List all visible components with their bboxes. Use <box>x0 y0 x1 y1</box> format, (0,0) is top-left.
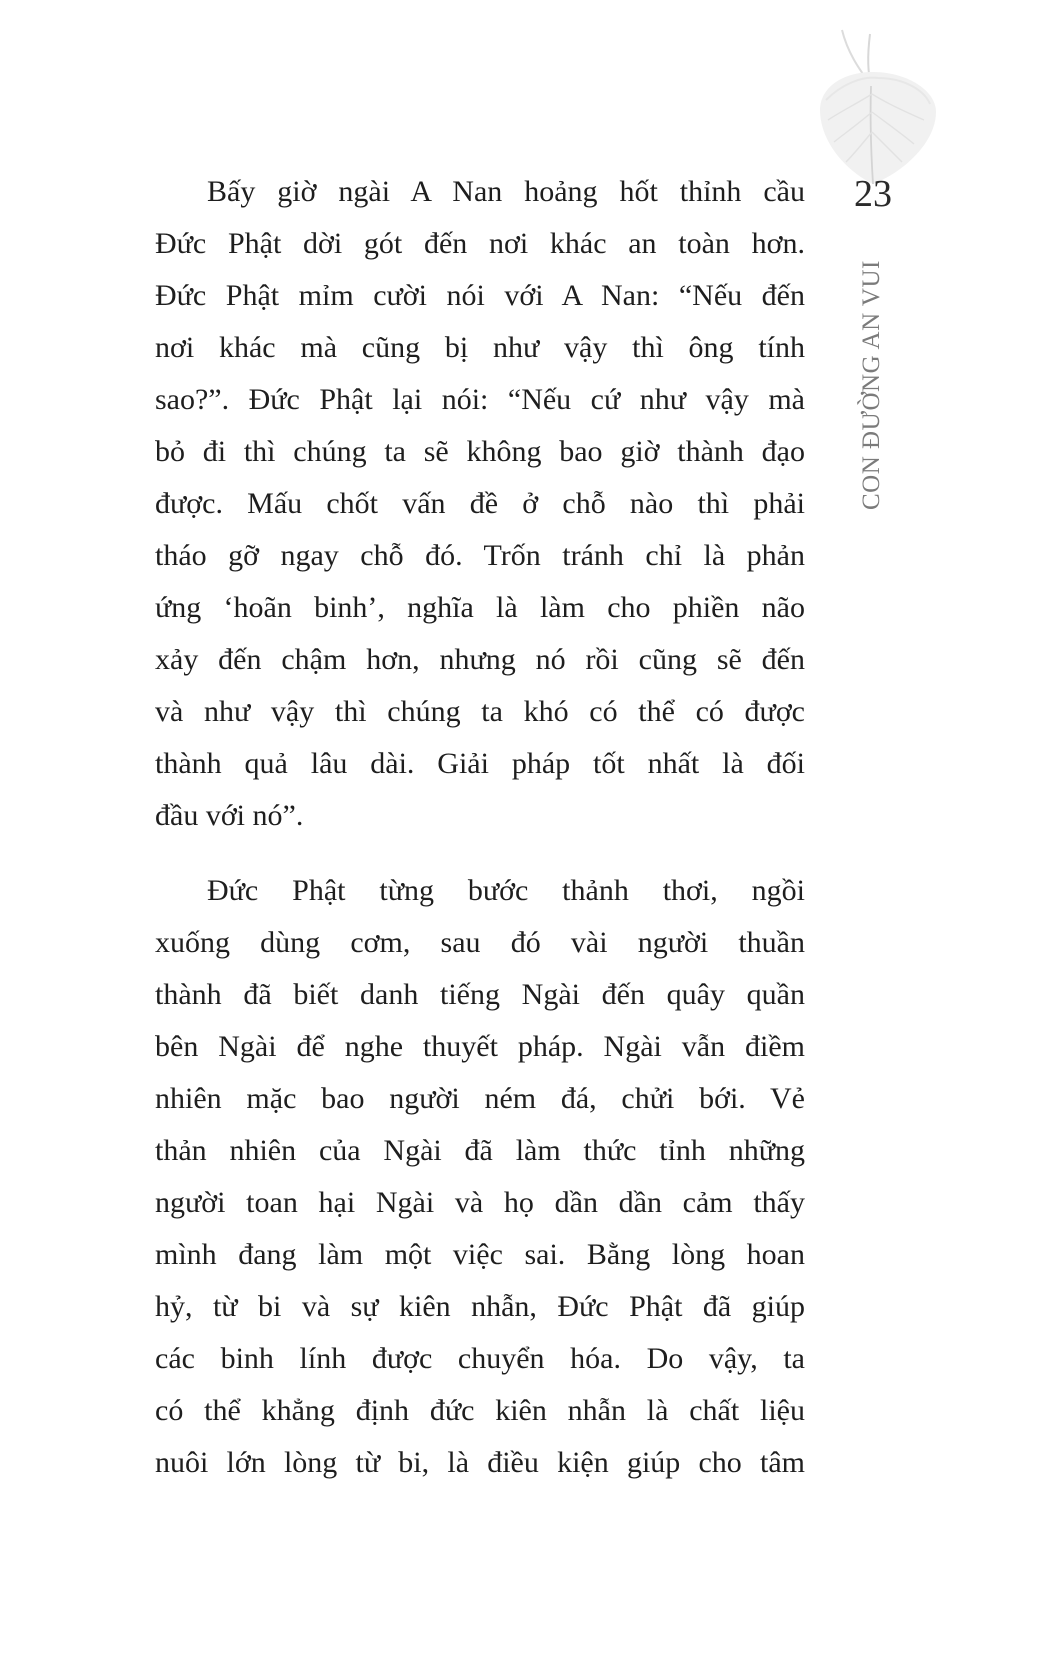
text-line: Đức Phật mỉm cười nói với A Nan: “Nếu đến <box>155 279 805 312</box>
text-line: xảy đến chậm hơn, nhưng nó rồi cũng sẽ đến <box>155 643 805 676</box>
body-text <box>155 166 805 1489</box>
text-line: thành quả lâu dài. Giải pháp tốt nhất là đối <box>155 747 805 780</box>
leaf-watermark-icon <box>812 28 944 190</box>
text-line: tháo gỡ ngay chỗ đó. Trốn tránh chỉ là phản <box>155 539 805 572</box>
text-line: hỷ, từ bi và sự kiên nhẫn, Đức Phật đã giúp <box>155 1290 805 1323</box>
paragraph <box>155 166 805 842</box>
text-line: mình đang làm một việc sai. Bằng lòng hoan <box>155 1238 805 1271</box>
paragraph <box>155 865 805 1489</box>
running-head-vertical-title: CON ĐƯỜNG AN VUI <box>858 260 885 510</box>
text-line: người toan hại Ngài và họ dần dần cảm thấy <box>155 1186 805 1219</box>
text-line: Đức Phật dời gót đến nơi khác an toàn hơn. <box>155 227 805 260</box>
text-line: được. Mấu chốt vấn đề ở chỗ nào thì phải <box>155 487 805 520</box>
text-line: ứng ‘hoãn binh’, nghĩa là làm cho phiền não <box>155 591 805 624</box>
text-line: nuôi lớn lòng từ bi, là điều kiện giúp cho tâm <box>155 1446 805 1479</box>
text-line: đầu với nó”. <box>155 799 304 832</box>
text-line: bên Ngài để nghe thuyết pháp. Ngài vẫn điềm <box>155 1030 805 1063</box>
text-line: có thể khẳng định đức kiên nhẫn là chất liệu <box>155 1394 805 1427</box>
text-line: và như vậy thì chúng ta khó có thể có được <box>155 695 805 728</box>
text-line: thành đã biết danh tiếng Ngài đến quây quần <box>155 978 805 1011</box>
text-line: thản nhiên của Ngài đã làm thức tỉnh những <box>155 1134 805 1167</box>
text-line: các binh lính được chuyển hóa. Do vậy, ta <box>155 1342 805 1375</box>
text-line: Đức Phật từng bước thảnh thơi, ngồi <box>207 874 805 907</box>
text-line: xuống dùng cơm, sau đó vài người thuần <box>155 926 805 959</box>
text-line: Bấy giờ ngài A Nan hoảng hốt thỉnh cầu <box>207 175 805 208</box>
text-line: nhiên mặc bao người ném đá, chửi bới. Vẻ <box>155 1082 805 1115</box>
text-line: sao?”. Đức Phật lại nói: “Nếu cứ như vậy mà <box>155 383 805 416</box>
page-number: 23 <box>854 173 892 215</box>
text-line: nơi khác mà cũng bị như vậy thì ông tính <box>155 331 805 364</box>
text-line: bỏ đi thì chúng ta sẽ không bao giờ thành đạo <box>155 435 805 468</box>
